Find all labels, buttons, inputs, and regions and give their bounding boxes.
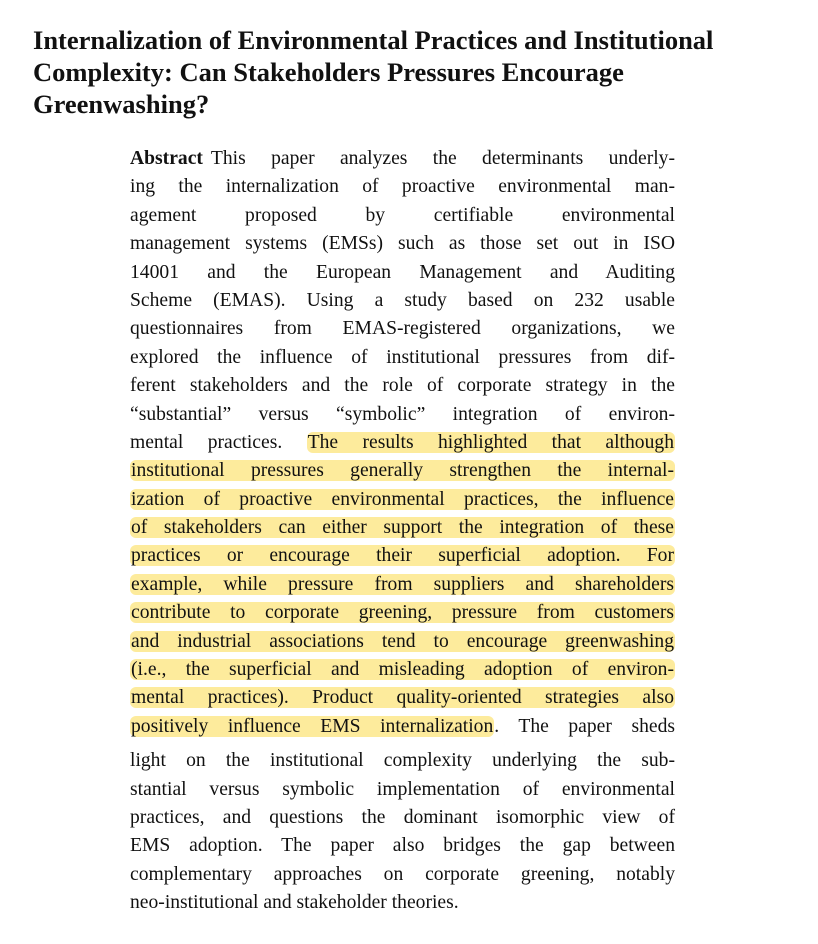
highlighted-text: The results highlighted that although: [307, 431, 674, 453]
abstract-line: stantial versus symbolic implementation of environmental: [130, 778, 675, 800]
abstract-line: [130, 628, 675, 656]
abstract-line: “substantial” versus “symbolic” integration of environ-: [130, 403, 675, 425]
title-line: Complexity: Can Stakeholders Pressures Encourage: [33, 57, 624, 87]
abstract-line: complementary approaches on corporate greening, notably: [130, 863, 675, 885]
highlighted-text: practices or encourage their superficial adoption. For: [131, 545, 674, 567]
title-line: Internalization of Environmental Practices and Institutional: [33, 25, 714, 55]
title-line: Greenwashing?: [33, 89, 210, 119]
abstract-line: explored the influence of institutional pressures from dif-: [130, 346, 675, 368]
highlighted-text: ization of proactive environmental practices, the influence: [131, 488, 674, 510]
abstract-line: [130, 486, 675, 514]
abstract-line: [130, 571, 675, 599]
abstract-line: [130, 514, 675, 542]
abstract-line: [130, 713, 675, 741]
abstract-line: EMS adoption. The paper also bridges the gap between: [130, 835, 675, 857]
abstract-line: agement proposed by certifiable environmental: [130, 204, 675, 226]
abstract-line: light on the institutional complexity underlying the sub-: [130, 750, 675, 772]
highlighted-text: institutional pressures generally strengthen the internal-: [131, 460, 674, 482]
abstract-line: neo-institutional and stakeholder theories.: [130, 892, 459, 914]
abstract-line: [130, 429, 675, 457]
highlighted-text: positively influence EMS internalization: [131, 715, 494, 737]
abstract-line: ferent stakeholders and the role of corporate strategy in the: [130, 375, 675, 397]
highlighted-text: contribute to corporate greening, pressure from customers: [131, 602, 674, 624]
abstract-line: [130, 457, 675, 485]
abstract-line: questionnaires from EMAS-registered organizations, we: [130, 318, 675, 340]
abstract-line: [130, 145, 675, 173]
highlighted-text: (i.e., the superficial and misleading adoption of environ-: [131, 659, 674, 681]
abstract-line: [130, 656, 675, 684]
abstract-line: management systems (EMSs) such as those set out in ISO: [130, 233, 675, 255]
highlighted-text: mental practices). Product quality-oriented strategies also: [131, 687, 674, 709]
highlighted-text: of stakeholders can either support the integration of these: [131, 517, 674, 539]
abstract-text: . The paper sheds: [494, 715, 675, 737]
abstract-text: This paper analyzes the determinants underly-: [210, 148, 675, 169]
abstract-block: [130, 145, 675, 918]
abstract-line: practices, and questions the dominant isomorphic view of: [130, 806, 675, 828]
highlighted-text: and industrial associations tend to encourage greenwashing: [131, 630, 674, 652]
abstract-text: mental practices.: [130, 431, 283, 453]
abstract-line: Scheme (EMAS). Using a study based on 232 usable: [130, 289, 675, 311]
abstract-line: [130, 599, 675, 627]
abstract-label: Abstract: [130, 148, 203, 169]
abstract-line: ing the internalization of proactive environmental man-: [130, 176, 675, 198]
highlighted-text: example, while pressure from suppliers and shareholders: [131, 573, 674, 595]
abstract-line: 14001 and the European Management and Auditing: [130, 261, 675, 283]
abstract-line: [130, 542, 675, 570]
paper-title: [33, 24, 803, 120]
abstract-line: [130, 684, 675, 712]
